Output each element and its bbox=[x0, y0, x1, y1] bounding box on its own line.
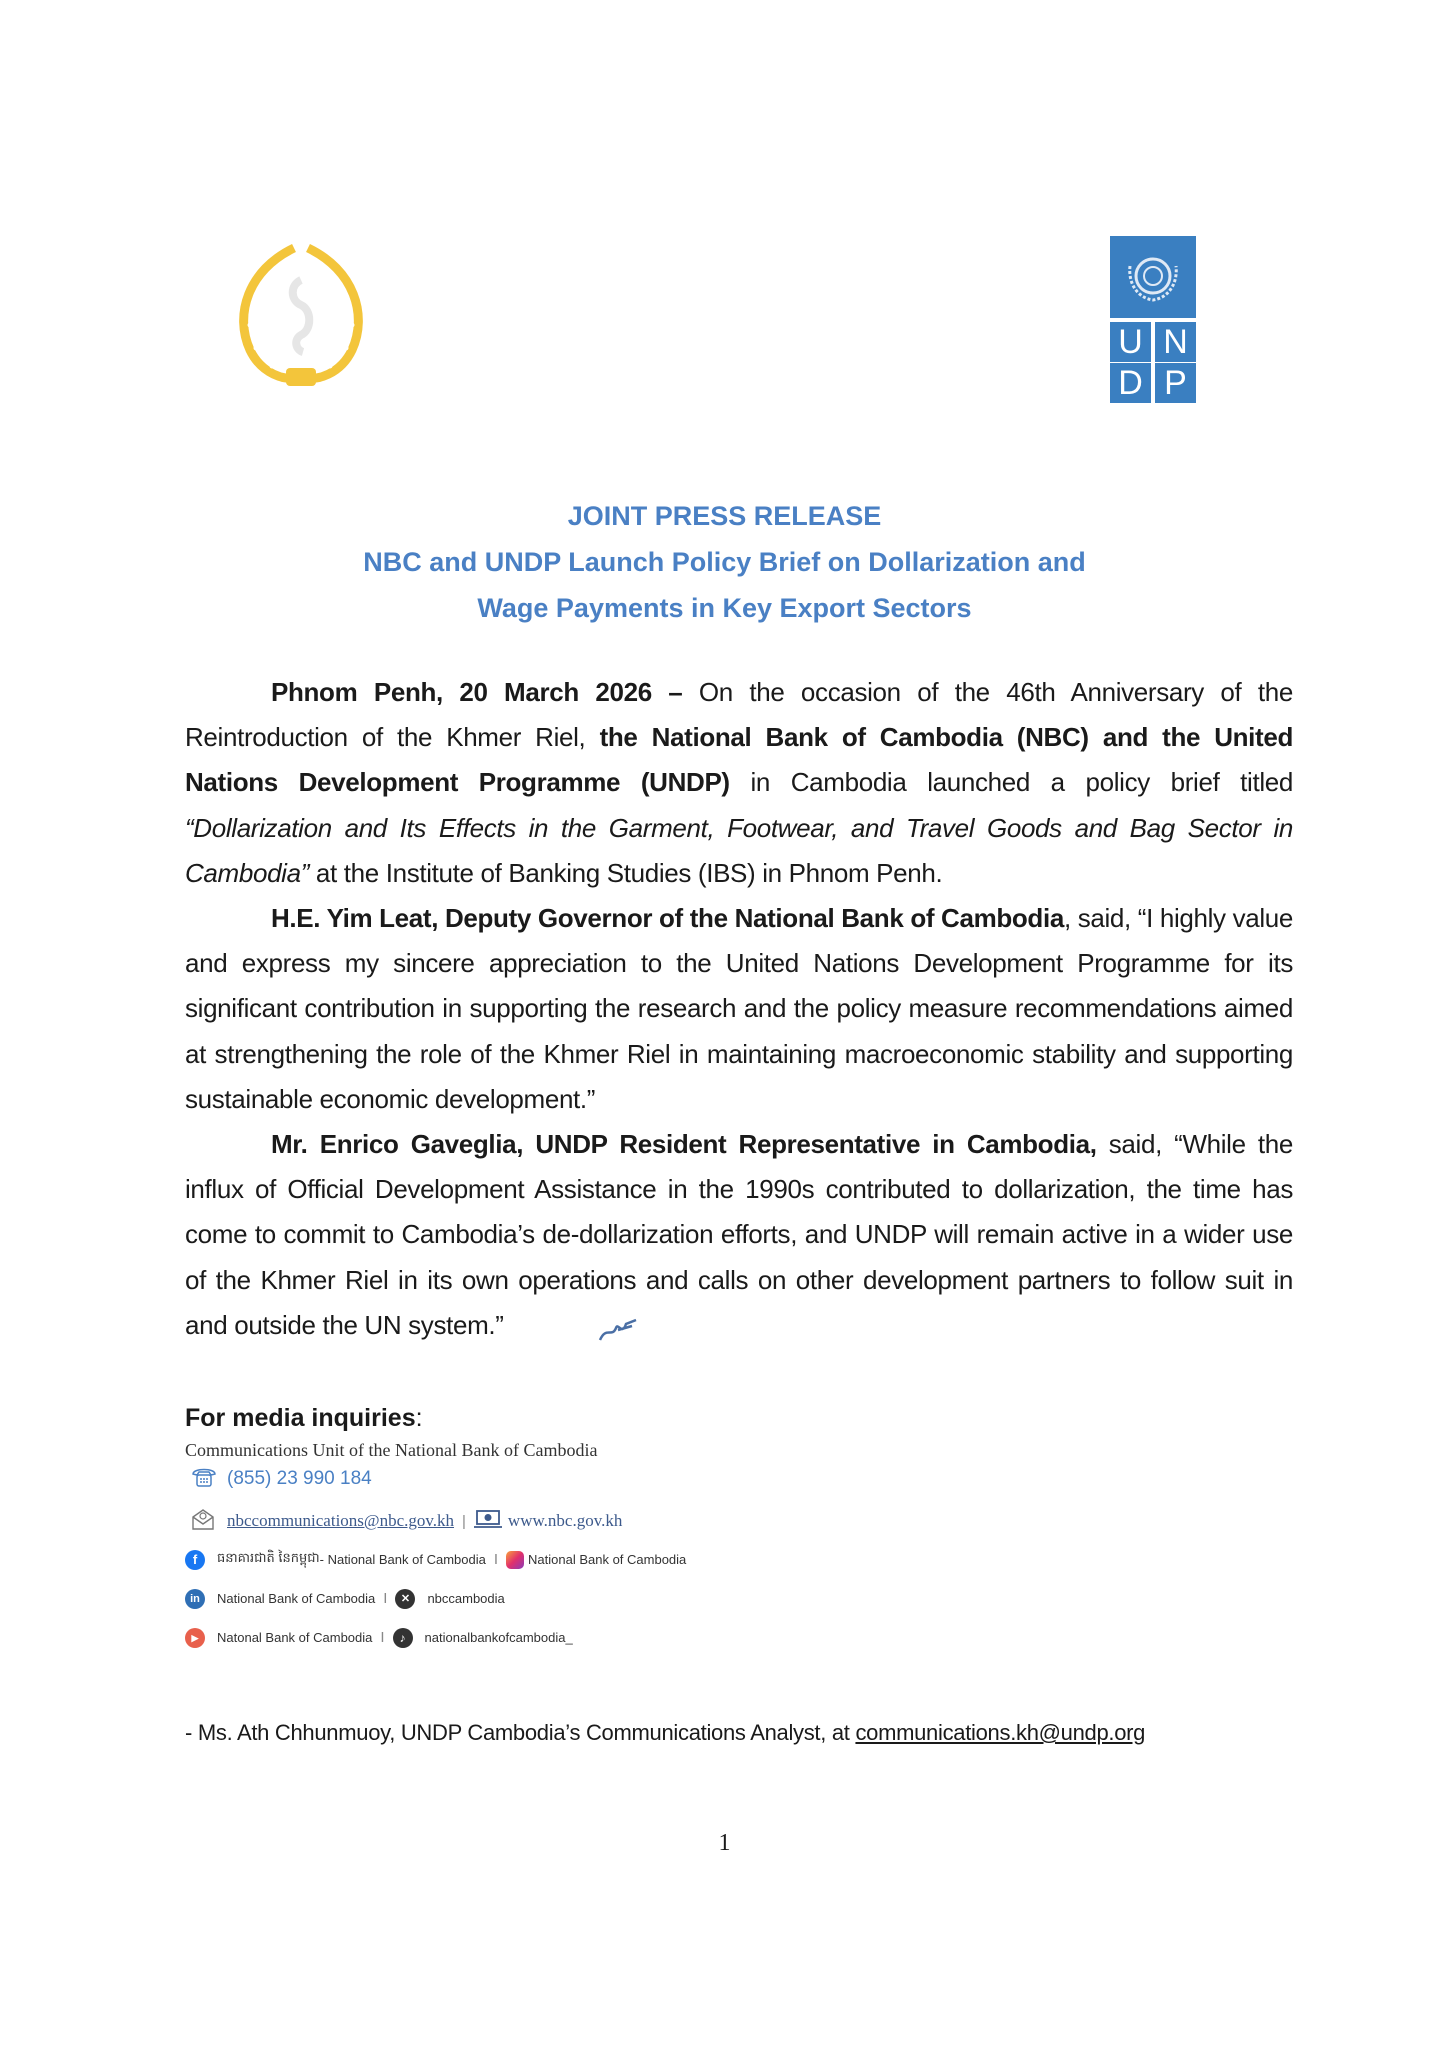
phone-row bbox=[185, 1464, 686, 1494]
dateline: Phnom Penh, 20 March 2026 bbox=[271, 677, 652, 707]
website-icon bbox=[474, 1509, 502, 1534]
instagram-name[interactable]: National Bank of Cambodia bbox=[528, 1552, 687, 1567]
un-emblem-icon bbox=[1110, 236, 1196, 318]
paragraph-intro bbox=[185, 670, 1293, 896]
email-web-row bbox=[185, 1502, 686, 1540]
youtube-icon[interactable]: ▶ bbox=[185, 1628, 205, 1648]
release-label: JOINT PRESS RELEASE bbox=[567, 501, 882, 531]
intro-text-1: On the occasion of the 46th Anniversary of the Reintroduction of the Khmer Riel, bbox=[185, 677, 1293, 753]
initials-signature-icon bbox=[510, 1313, 554, 1341]
social-row-youtube-tiktok bbox=[185, 1618, 686, 1657]
separator: I bbox=[493, 1551, 499, 1568]
x-icon[interactable]: ✕ bbox=[395, 1589, 415, 1609]
media-inquiries bbox=[185, 1400, 686, 1657]
headline-line-2: Wage Payments in Key Export Sectors bbox=[477, 593, 972, 623]
instagram-icon[interactable] bbox=[506, 1551, 524, 1569]
page-number: 1 bbox=[718, 1830, 731, 1856]
facebook-english-name[interactable]: - National Bank of Cambodia bbox=[319, 1552, 486, 1567]
telephone-icon bbox=[191, 1466, 217, 1493]
undp-logo bbox=[1110, 236, 1196, 403]
separator: I bbox=[380, 1629, 385, 1646]
undp-letter-u: U bbox=[1110, 322, 1151, 362]
paragraph-undp-quote bbox=[185, 1122, 1293, 1348]
undp-speaker: Mr. Enrico Gaveglia, UNDP Resident Representative in Cambodia, bbox=[271, 1129, 1097, 1160]
undp-contact-text: - Ms. Ath Chhunmuoy, UNDP Cambodia’s Communications Analyst, at bbox=[185, 1720, 856, 1745]
paragraph-nbc-quote bbox=[185, 896, 1293, 1122]
dateline-dash: – bbox=[651, 677, 699, 707]
tiktok-handle[interactable]: nationalbankofcambodia_ bbox=[424, 1630, 573, 1645]
nbc-email-link[interactable]: nbccommunications@nbc.gov.kh bbox=[227, 1511, 455, 1530]
undp-email-link[interactable]: communications.kh@undp.org bbox=[855, 1720, 1146, 1745]
social-row-facebook-instagram bbox=[185, 1540, 686, 1579]
nbc-quote: , said, “I highly value and express my sincere appreciation to the United Nations Development Programme for its significant contribution in supporting the research and the policy measure recommendations aimed at strengthening the role of the Khmer Riel in maintaining macroeconomic stability and supporting sustainable economic development.” bbox=[185, 903, 1293, 1114]
press-release-title bbox=[0, 493, 1449, 631]
intro-text-2: in Cambodia launched a policy brief titled bbox=[729, 767, 1293, 798]
linkedin-icon[interactable]: in bbox=[185, 1589, 205, 1609]
youtube-name[interactable]: Natonal Bank of Cambodia bbox=[217, 1630, 373, 1645]
undp-letter-n: N bbox=[1155, 322, 1196, 362]
x-handle[interactable]: nbccambodia bbox=[427, 1591, 505, 1606]
nbc-logo bbox=[228, 240, 374, 390]
nbc-speaker: H.E. Yim Leat, Deputy Governor of the National Bank of Cambodia bbox=[271, 903, 1064, 934]
press-release-body bbox=[185, 670, 1293, 1348]
undp-letter-d: D bbox=[1110, 363, 1151, 403]
nbc-website-link[interactable]: www.nbc.gov.kh bbox=[507, 1511, 623, 1530]
email-icon bbox=[191, 1507, 215, 1536]
media-heading: For media inquiries: bbox=[185, 1404, 423, 1432]
policy-brief-title: “Dollarization and Its Effects in the Garment, Footwear, and Travel Goods and Bag Sector in Cambodia” bbox=[185, 812, 1293, 888]
social-row-linkedin-x bbox=[185, 1579, 686, 1618]
tiktok-icon[interactable]: ♪ bbox=[393, 1628, 413, 1648]
communications-unit: Communications Unit of the National Bank of Cambodia bbox=[185, 1440, 598, 1460]
undp-quote: said, “While the influx of Official Development Assistance in the 1990s contributed to dollarization, the time has come to commit to Cambodia’s de-dollarization efforts, and UNDP will remain active in a wider use of the Khmer Riel in its own operations and calls on other development partners to follow suit in and outside the UN system.” bbox=[185, 1129, 1293, 1340]
facebook-icon[interactable]: f bbox=[185, 1550, 205, 1570]
intro-text-3: at the Institute of Banking Studies (IBS) in Phnom Penh. bbox=[309, 857, 943, 888]
facebook-khmer-name[interactable]: ធនាគារជាតិ នៃកម្ពុជា bbox=[217, 1550, 320, 1565]
undp-letter-p: P bbox=[1155, 363, 1196, 403]
intro-organizations: the National Bank of Cambodia (NBC) and the United Nations Development Programme (UNDP) bbox=[185, 722, 1293, 798]
undp-contact bbox=[185, 1720, 1145, 1746]
phone-number: (855) 23 990 184 bbox=[227, 1468, 372, 1489]
separator: I bbox=[383, 1590, 388, 1607]
separator: | bbox=[462, 1512, 466, 1530]
headline-line-1: NBC and UNDP Launch Policy Brief on Dollarization and bbox=[363, 547, 1086, 577]
linkedin-name[interactable]: National Bank of Cambodia bbox=[217, 1591, 376, 1606]
